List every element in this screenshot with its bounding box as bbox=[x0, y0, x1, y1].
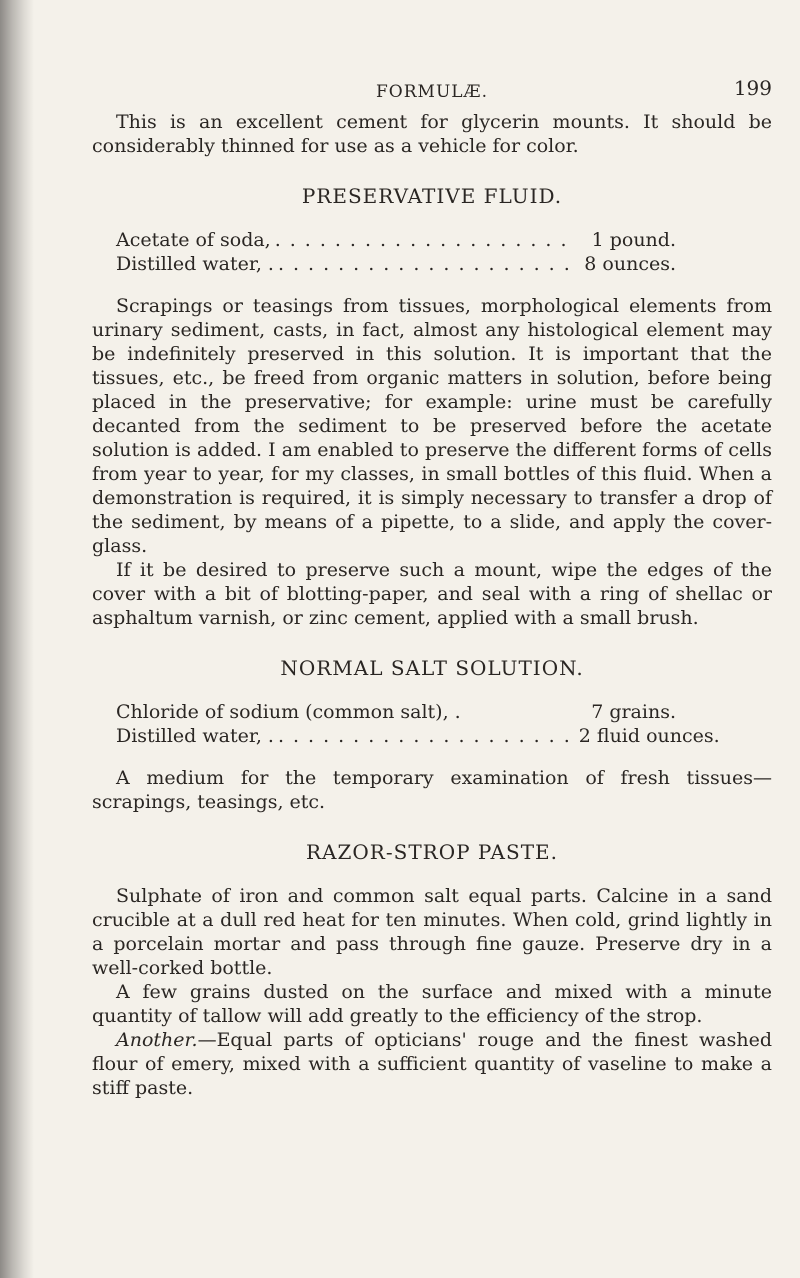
ingredient-quantity: 8 ounces. bbox=[584, 253, 676, 275]
recipe-row bbox=[116, 228, 676, 252]
body-paragraph: A medium for the temporary examination of fresh tissues—scrapings, teasings, etc. bbox=[92, 767, 772, 813]
leader-dots: .................... bbox=[274, 229, 576, 251]
book-spine-shadow bbox=[0, 0, 34, 1278]
ingredient-name: Chloride of sodium (common salt), . bbox=[116, 701, 461, 723]
body-paragraph: If it be desired to preserve such a mount, wipe the edges of the cover with a bit of blotting-paper, and seal with a ring of shellac or asphaltum varnish, or zinc cement, applied with a small brush. bbox=[92, 559, 772, 629]
body-paragraph: A few grains dusted on the surface and mixed with a minute quantity of tallow will add greatly to the efficiency of the strop. bbox=[92, 981, 772, 1027]
body-paragraph: Sulphate of iron and common salt equal parts. Calcine in a sand crucible at a dull red heat for ten minutes. When cold, grind lightly in a porcelain mortar and pass through fine gauze. Preserve dry in a well-corked bottle. bbox=[92, 885, 772, 979]
leader-dots: .................... bbox=[277, 725, 579, 747]
recipe-row bbox=[116, 700, 676, 724]
another-label: Another. bbox=[116, 1029, 198, 1051]
ingredient-name: Acetate of soda, bbox=[116, 229, 271, 251]
page-number: 199 bbox=[733, 76, 772, 100]
another-text: —Equal parts of opticians' rouge and the finest washed flour of emery, mixed with a sufficient quantity of vaseline to make a stiff paste. bbox=[92, 1029, 772, 1099]
intro-paragraph: This is an excellent cement for glycerin mounts. It should be considerably thinned for use as a vehicle for color. bbox=[92, 111, 772, 157]
section-heading: PRESERVATIVE FLUID. bbox=[301, 184, 563, 208]
recipe-list bbox=[116, 700, 772, 748]
ingredient-quantity: 7 grains. bbox=[591, 701, 676, 723]
ingredient-name: Distilled water, . bbox=[116, 725, 274, 747]
leader-dots bbox=[461, 700, 591, 724]
another-paragraph bbox=[92, 1028, 772, 1100]
recipe-row bbox=[116, 252, 676, 276]
body-paragraph: Scrapings or teasings from tissues, morphological elements from urinary sediment, casts, in fact, almost any histological element may be indefinitely preserved in this solution. It is important that the tissues, etc., be freed from organic matters in solution, before being placed in the preservative; for example: urine must be carefully decanted from the sediment to be preserved before the acetate solution is added. I am enabled to preserve the different forms of cells from year to year, for my classes, in small bottles of this fluid. When a demonstration is required, it is simply necessary to transfer a drop of the sediment, by means of a pipette, to a slide, and apply the cover-glass. bbox=[92, 295, 772, 557]
ingredient-name: Distilled water, . bbox=[116, 253, 274, 275]
section-heading: RAZOR-STROP PASTE. bbox=[306, 840, 558, 864]
running-head bbox=[92, 74, 772, 104]
ingredient-quantity: 2 fluid ounces. bbox=[578, 725, 720, 747]
recipe-row bbox=[116, 724, 720, 748]
book-page bbox=[92, 74, 772, 1100]
running-title: FORMULÆ. bbox=[376, 82, 488, 102]
leader-dots: .................... bbox=[277, 253, 579, 275]
section-heading: NORMAL SALT SOLUTION. bbox=[280, 656, 584, 680]
ingredient-quantity: 1 pound. bbox=[591, 229, 676, 251]
recipe-list bbox=[116, 228, 772, 276]
